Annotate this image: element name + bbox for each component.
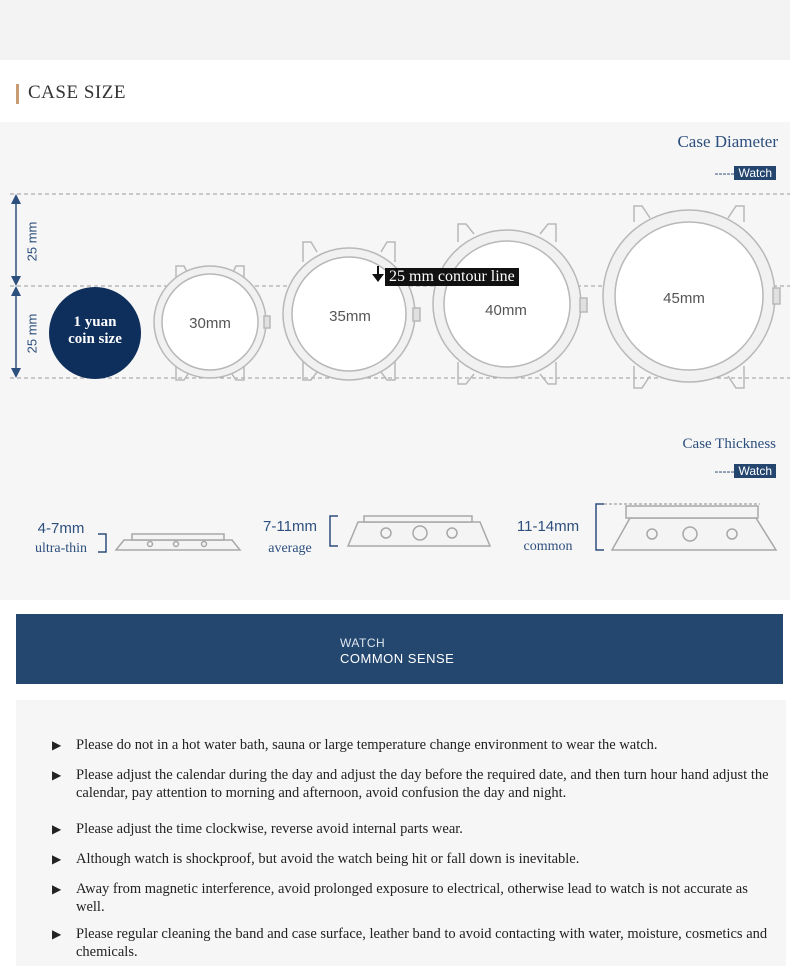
thickness-label-average: average [268, 541, 312, 556]
tip-item [52, 880, 766, 916]
size-35mm: 35mm [329, 308, 371, 325]
tip-text: Although watch is shockproof, but avoid the watch being hit or fall down is inevitable. [76, 851, 580, 867]
contour-label: 25 mm contour line [385, 268, 519, 286]
ruler-label-bottom: 25 mm [24, 313, 40, 354]
tip-item [52, 850, 776, 868]
dash-line: ----- [714, 166, 735, 180]
section-header [10, 78, 785, 108]
banner-line1: WATCH [340, 636, 386, 650]
tip-text: Please adjust the calendar during the day and adjust the day before the required date, and then turn hour hand adjust the calendar, pay attention to morning and afternoon, avoid confusion the day and night. [76, 767, 769, 801]
size-45mm: 45mm [663, 290, 705, 307]
thickness-label-ultra-thin: ultra-thin [34, 541, 88, 556]
triangle-bullet-icon: ▶ [52, 852, 62, 866]
case-thickness-panel [0, 412, 790, 600]
banner-line2: COMMON SENSE [340, 651, 455, 666]
tip-text: Away from magnetic interference, avoid prolonged exposure to electrical, otherwise lead to watch is not accurate as well. [76, 881, 748, 915]
thickness-range-common: 11-14mm [516, 518, 580, 535]
thickness-label-common: common [523, 539, 573, 554]
coin-label-line1: 1 yuan [73, 314, 117, 330]
tip-item [52, 766, 776, 802]
watch-tag: Watch [734, 166, 776, 180]
watch-thickness-illustration [0, 412, 790, 600]
tip-item [52, 736, 776, 754]
size-30mm: 30mm [189, 315, 231, 332]
coin-label-line2: coin size [68, 331, 122, 347]
case-diameter-caption: Case Diameter [677, 132, 778, 151]
tip-item [52, 820, 776, 838]
watch-profile-average [330, 516, 490, 546]
case-thickness-caption: Case Thickness [682, 436, 776, 452]
tip-text: Please adjust the time clockwise, reverse avoid internal parts wear. [76, 821, 463, 837]
tip-item [52, 925, 776, 961]
triangle-bullet-icon: ▶ [52, 927, 62, 941]
watch-diameter-illustration [0, 122, 790, 412]
watch-tag: Watch [734, 464, 776, 478]
tip-text: Please do not in a hot water bath, sauna or large temperature change environment to wear the watch. [76, 737, 658, 753]
triangle-bullet-icon: ▶ [52, 882, 62, 896]
thickness-range-ultra-thin: 4-7mm [37, 520, 85, 537]
triangle-bullet-icon: ▶ [52, 822, 62, 836]
dash-line: ----- [714, 464, 735, 478]
coin-label [49, 314, 141, 348]
case-diameter-panel [0, 122, 790, 412]
tip-text: Please regular cleaning the band and case surface, leather band to avoid contacting with water, moisture, cosmetics and chemicals. [76, 926, 768, 960]
tips-panel [16, 700, 786, 966]
triangle-bullet-icon: ▶ [52, 738, 62, 752]
top-band [0, 0, 790, 60]
title-accent-bar [16, 84, 19, 104]
section-title: CASE SIZE [28, 82, 126, 103]
ruler-label-top: 25 mm [24, 221, 40, 262]
size-40mm: 40mm [485, 302, 527, 319]
watch-profile-ultra-thin [98, 534, 240, 552]
triangle-bullet-icon: ▶ [52, 768, 62, 782]
thickness-range-average: 7-11mm [263, 518, 317, 535]
common-sense-banner [16, 614, 783, 684]
watch-profile-common [596, 504, 776, 550]
